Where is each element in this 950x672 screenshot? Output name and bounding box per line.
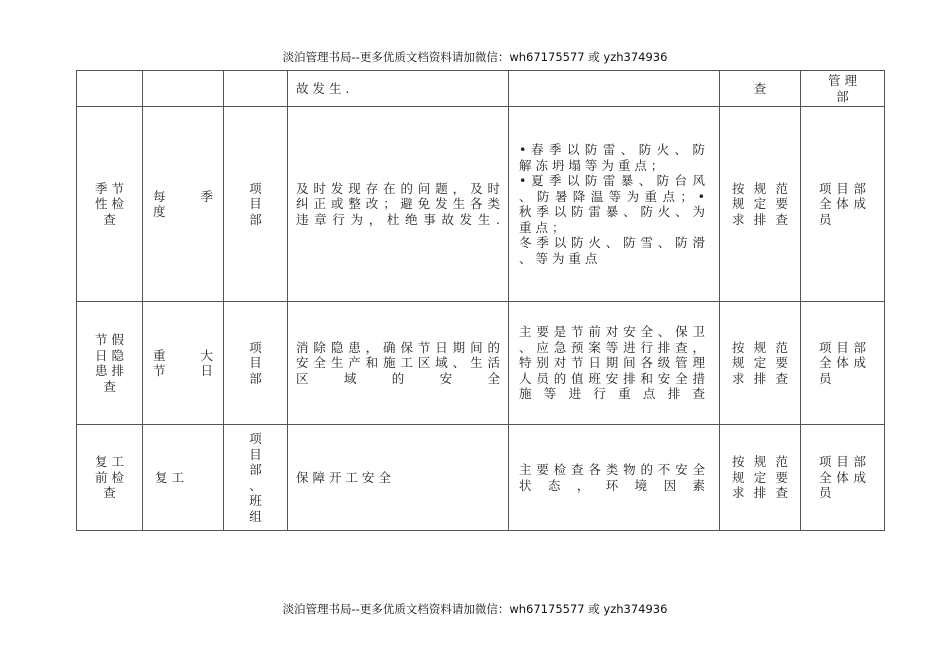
cell-participants: 项 目 部 全 体 成 员	[801, 425, 885, 531]
cell-purpose: 保 障 开 工 安 全	[288, 425, 509, 531]
cell-content	[509, 71, 720, 107]
cell-purpose: 消 除 隐 患 ， 确 保 节 日 期 间 的 安 全 生 产 和 施 工 区 域 、 生 活 区 域 的 安 全	[288, 302, 509, 425]
cell-organizer: 项 目 部 、 班 组	[224, 425, 288, 531]
cell-requirement: 查	[720, 71, 801, 107]
cell-requirement: 按 规 范 规 定 要 求 排 查	[720, 425, 801, 531]
cell-type	[77, 71, 143, 107]
table-row	[77, 425, 885, 531]
cell-organizer: 项 目 部	[224, 107, 288, 302]
table-row	[77, 71, 885, 107]
cell-participants: 管 理 部	[801, 71, 885, 107]
cell-requirement: 按 规 范 规 定 要 求 排 查	[720, 302, 801, 425]
cell-organizer	[224, 71, 288, 107]
cell-frequency: 重 大 节 日	[143, 302, 224, 425]
cell-purpose: 及 时 发 现 存 在 的 问 题 ， 及 时 纠 正 或 整 改 ； 避 免 发 生 各 类 违 章 行 为 ， 杜 绝 事 故 发 生 .	[288, 107, 509, 302]
cell-content: • 春 季 以 防 雷 、 防 火 、 防 解 冻 坍 塌 等 为 重 点 ； • 夏 季 以 防 雷 暴 、 防 台 风 、 防 暑 降 温 等 为 重 点 ； • 秋 季 以 防 雷 暴 、 防 火 、 为 重 点 ； 冬 季 以 防 火 、 防 雪 、 防 滑 、 等 为 重 点	[509, 107, 720, 302]
cell-organizer: 项 目 部	[224, 302, 288, 425]
cell-frequency: 复 工	[143, 425, 224, 531]
table-row	[77, 107, 885, 302]
cell-participants: 项 目 部 全 体 成 员	[801, 107, 885, 302]
cell-content: 主 要 检 查 各 类 物 的 不 安 全 状 态 ， 环 境 因 素	[509, 425, 720, 531]
cell-type: 季 节 性 检 查	[77, 107, 143, 302]
cell-frequency	[143, 71, 224, 107]
watermark-header: 淡泊管理书局--更多优质文档资料请加微信：wh67175577 或 yzh374936	[282, 50, 668, 64]
cell-content: 主 要 是 节 前 对 安 全 、 保 卫 、 应 急 预 案 等 进 行 排 查 ， 特 别 对 节 日 期 间 各 级 管 理 人 员 的 值 班 安 排 和 安 全 措 施 等 进 行 重 点 排 查	[509, 302, 720, 425]
watermark-footer: 淡泊管理书局--更多优质文档资料请加微信：wh67175577 或 yzh374936	[282, 602, 668, 616]
cell-type: 复 工 前 检 查	[77, 425, 143, 531]
cell-purpose: 故 发 生 .	[288, 71, 509, 107]
cell-requirement: 按 规 范 规 定 要 求 排 查	[720, 107, 801, 302]
table-row	[77, 302, 885, 425]
cell-frequency: 每 季 度	[143, 107, 224, 302]
cell-participants: 项 目 部 全 体 成 员	[801, 302, 885, 425]
inspection-table	[76, 70, 885, 531]
cell-type: 节 假 日 隐 患 排 查	[77, 302, 143, 425]
